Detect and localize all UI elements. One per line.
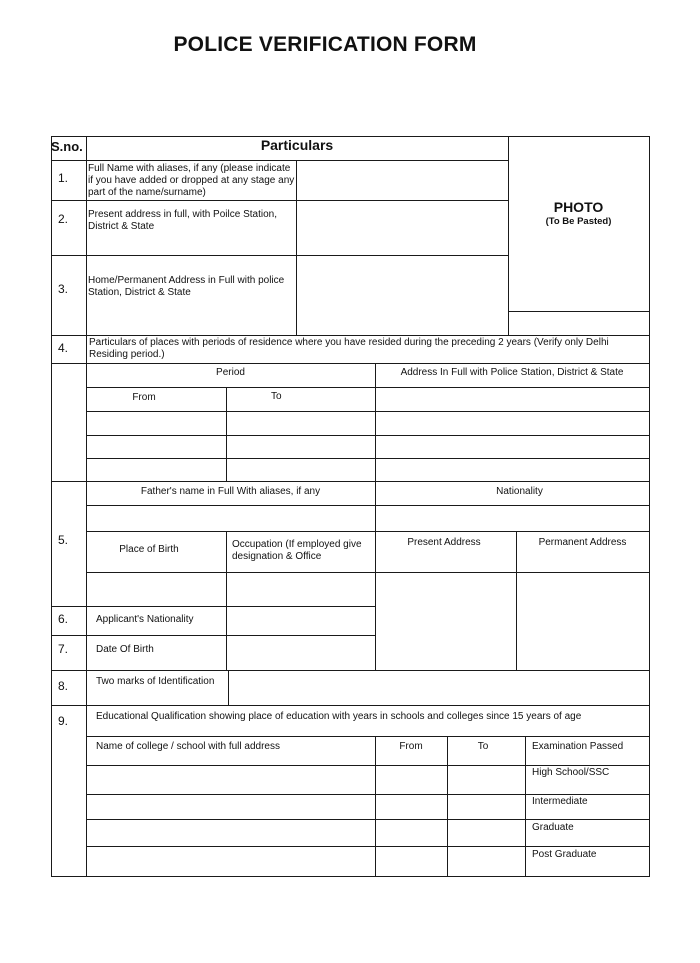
father-name-field[interactable] xyxy=(87,506,374,531)
row-number: 9. xyxy=(58,714,69,728)
father-name-label: Father's name in Full With aliases, if any xyxy=(140,486,321,497)
from-header: From xyxy=(132,392,156,403)
particulars-header: Particulars xyxy=(260,137,334,153)
full-name-field[interactable] xyxy=(297,161,507,200)
present-address-label: Present address in full, with Poilce Station, District & State xyxy=(88,209,277,232)
photo-note: (To Be Pasted) xyxy=(545,216,612,227)
row-number: 8. xyxy=(58,679,69,693)
exam-level: Graduate xyxy=(532,822,574,833)
row-number: 7. xyxy=(58,642,69,656)
exam-passed-header: Examination Passed xyxy=(532,741,624,752)
residence-label: Particulars of places with periods of residence where you have resided during the preceding 2 years (Verify only Delhi Residing period.) xyxy=(89,337,609,360)
period-header: Period xyxy=(216,367,245,378)
identification-marks-field[interactable] xyxy=(229,671,649,705)
residence-address-header: Address In Full with Police Station, District & State xyxy=(400,367,624,378)
row-number: 5. xyxy=(58,533,69,547)
form-title: POLICE VERIFICATION FORM xyxy=(173,33,477,56)
permanent-address-header: Permanent Address xyxy=(538,537,627,548)
edu-from-header: From xyxy=(399,741,423,752)
occupation-label: Occupation (If employed give designation & Office xyxy=(232,539,362,562)
nationality-field[interactable] xyxy=(376,506,649,531)
full-name-label: Full Name with aliases, if any (please indicate if you have added or dropped at any stage any part of the name/surname) xyxy=(88,163,295,198)
edu-to-header: To xyxy=(477,741,489,752)
permanent-address-field[interactable] xyxy=(297,256,507,335)
exam-level: Post Graduate xyxy=(532,849,597,860)
present-address-header: Present Address xyxy=(407,537,481,548)
present-address-field[interactable] xyxy=(297,201,507,255)
to-header: To xyxy=(271,391,282,402)
row-number: 1. xyxy=(58,171,69,185)
exam-level: High School/SSC xyxy=(532,767,610,778)
applicant-nationality-label: Applicant's Nationality xyxy=(96,614,194,625)
place-of-birth-label: Place of Birth xyxy=(119,544,179,555)
date-of-birth-label: Date Of Birth xyxy=(96,644,154,655)
row-number: 4. xyxy=(58,341,69,355)
identification-marks-label: Two marks of Identification xyxy=(96,676,215,687)
row-number: 3. xyxy=(58,282,69,296)
nationality-header: Nationality xyxy=(496,486,543,497)
row-number: 2. xyxy=(58,212,69,226)
college-header: Name of college / school with full address xyxy=(96,741,280,752)
education-label: Educational Qualification showing place of education with years in schools and colleges since 15 years of age xyxy=(96,711,582,722)
permanent-address-label: Home/Permanent Address in Full with police Station, District & State xyxy=(88,275,285,298)
sno-header: S.no. xyxy=(51,139,83,154)
row-number: 6. xyxy=(58,612,69,626)
exam-level: Intermediate xyxy=(532,796,588,807)
photo-label: PHOTO xyxy=(553,199,604,215)
